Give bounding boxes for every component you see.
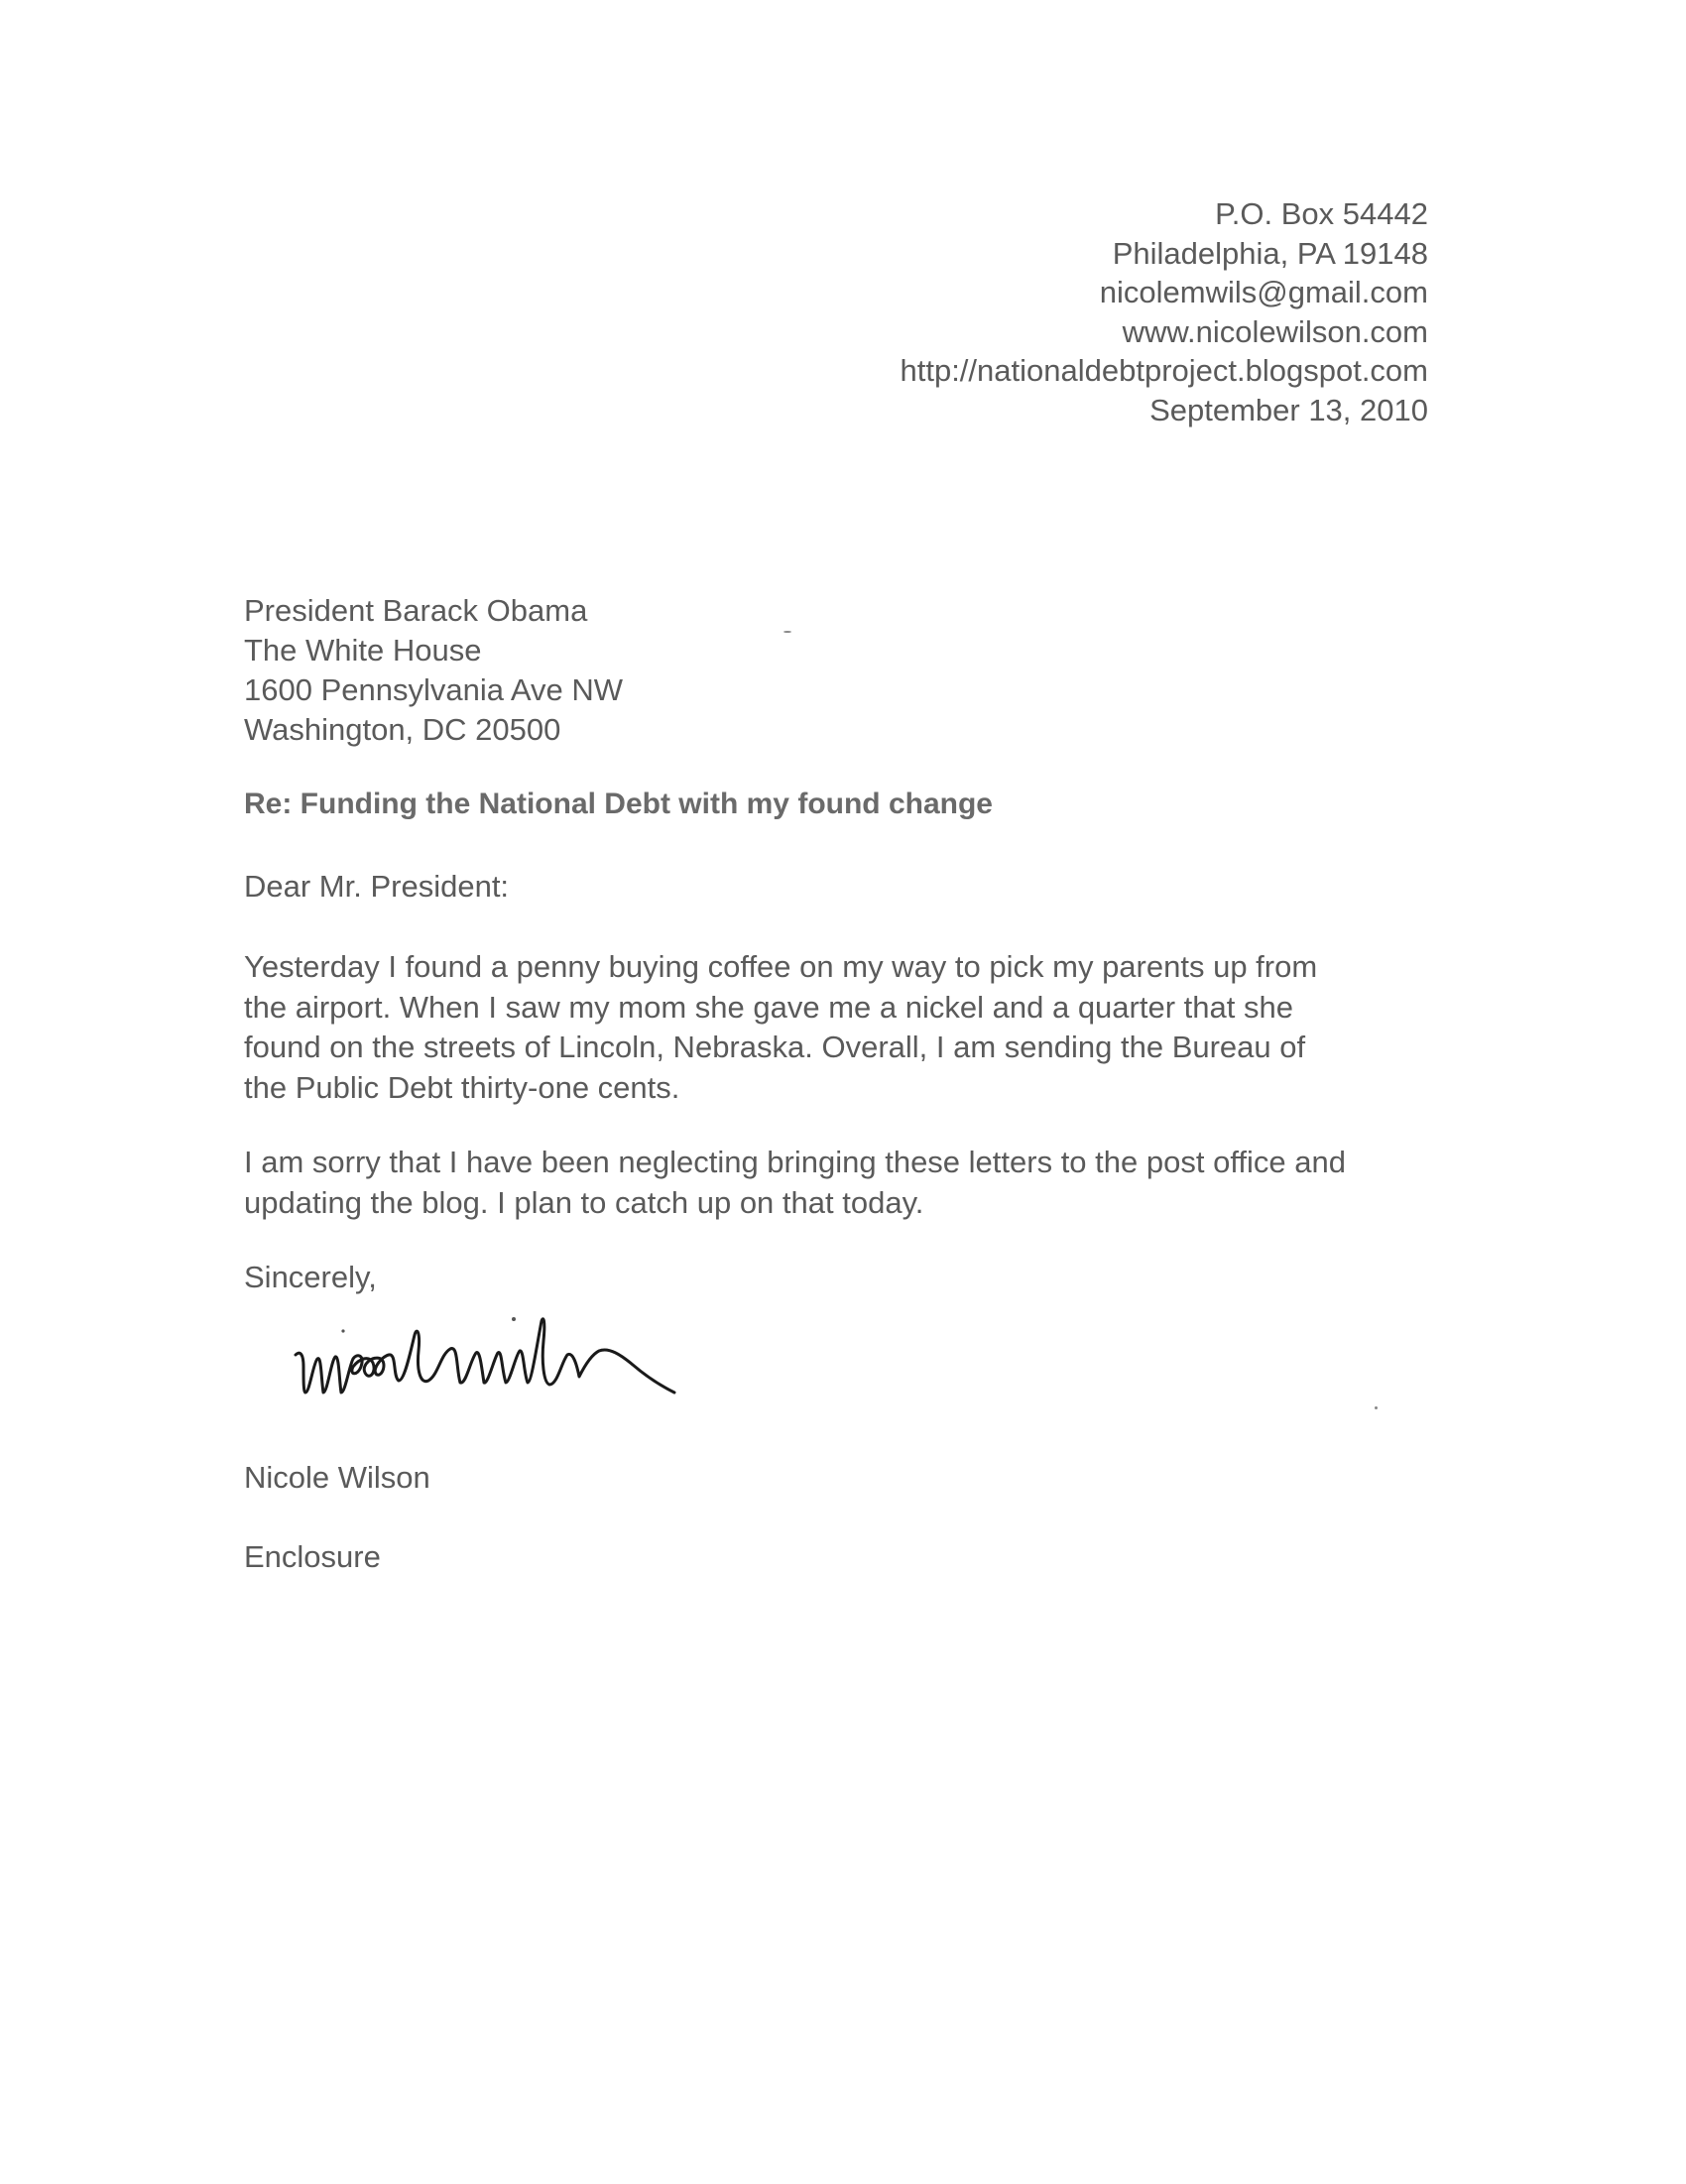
recipient-name: President Barack Obama <box>244 593 588 628</box>
subject-line: Re: Funding the National Debt with my found change <box>244 788 993 820</box>
body-paragraph-1-line: Yesterday I found a penny buying coffee on my way to pick my parents up from <box>244 949 1318 984</box>
sender-email: nicolemwils@gmail.com <box>1099 275 1428 309</box>
body-paragraph-2 <box>244 1143 1464 1223</box>
sender-po-box: P.O. Box 54442 <box>1215 196 1428 231</box>
enclosure-notation: Enclosure <box>244 1539 381 1574</box>
recipient-address-block <box>244 591 623 750</box>
sender-website: www.nicolewilson.com <box>1122 313 1428 349</box>
body-paragraph-2-line: updating the blog. I plan to catch up on that today. <box>244 1184 924 1220</box>
sender-address-block <box>900 194 1428 429</box>
scan-speck <box>783 631 791 633</box>
recipient-city-state-zip: Washington, DC 20500 <box>244 712 561 747</box>
body-paragraph-2-line: I am sorry that I have been neglecting bringing these letters to the post office and <box>244 1145 1346 1179</box>
salutation: Dear Mr. President: <box>244 869 510 904</box>
body-paragraph-1-line: the airport. When I saw my mom she gave me a nickel and a quarter that she <box>244 989 1293 1025</box>
scan-speck <box>1375 1406 1378 1409</box>
recipient-organization: The White House <box>244 633 482 667</box>
letter-date: September 13, 2010 <box>1149 392 1428 427</box>
closing: Sincerely, <box>244 1260 377 1294</box>
signer-name: Nicole Wilson <box>244 1460 430 1495</box>
handwritten-signature <box>290 1311 726 1420</box>
sender-city-state-zip: Philadelphia, PA 19148 <box>1112 235 1428 271</box>
sender-blog-url: http://nationaldebtproject.blogspot.com <box>900 353 1428 388</box>
body-paragraph-1 <box>244 947 1464 1108</box>
body-paragraph-1-line: the Public Debt thirty-one cents. <box>244 1069 680 1105</box>
recipient-street: 1600 Pennsylvania Ave NW <box>244 672 623 707</box>
body-paragraph-1-line: found on the streets of Lincoln, Nebraska. Overall, I am sending the Bureau of <box>244 1030 1306 1064</box>
